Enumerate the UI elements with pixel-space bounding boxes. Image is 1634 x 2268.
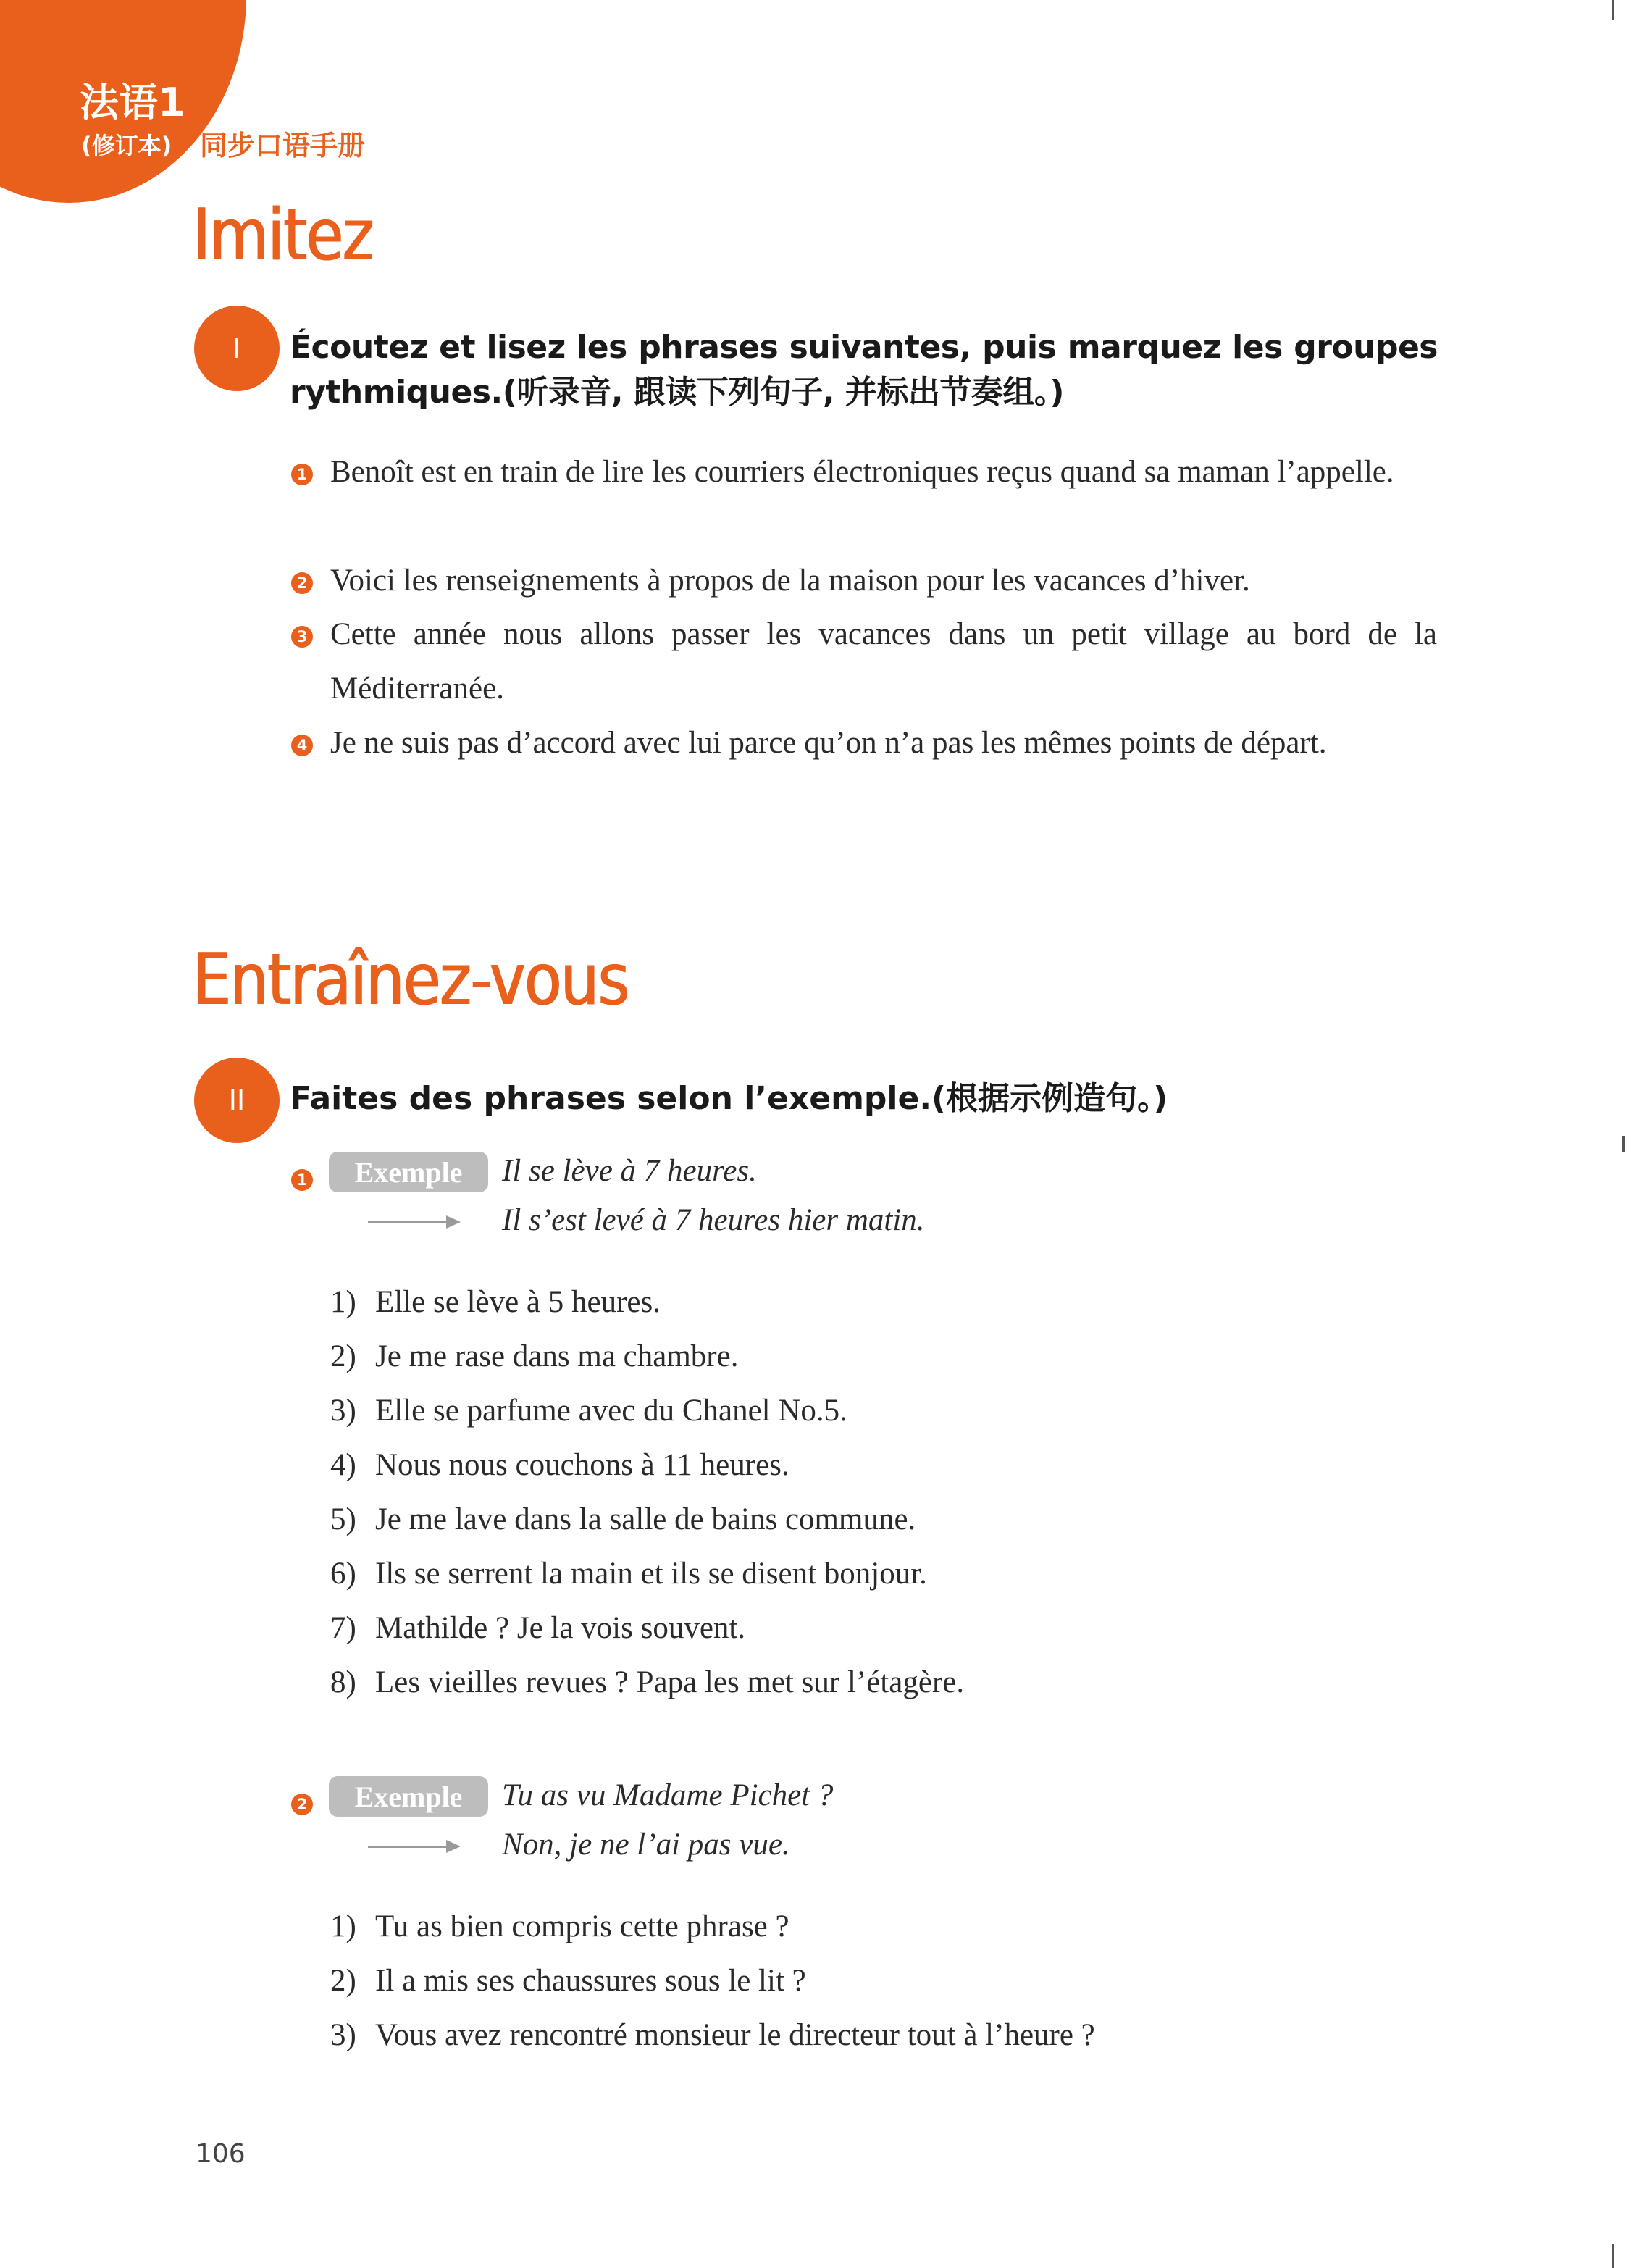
- arrow-right-icon: [368, 1221, 458, 1223]
- item-text: Je me rase dans ma chambre.: [375, 1339, 739, 1373]
- list-item: [330, 1662, 964, 1703]
- exemple-badge: Exemple: [329, 1776, 488, 1817]
- item-text: Mathilde ? Je la vois souvent.: [375, 1611, 746, 1645]
- book-tagline: 同步口语手册: [200, 130, 366, 162]
- item-text: Elle se lève à 5 heures.: [375, 1285, 661, 1319]
- sentence-text: Voici les renseignements à propos de la maison pour les vacances d’hiver.: [330, 564, 1250, 598]
- crop-mark: [1622, 1136, 1625, 1152]
- arrow-right-icon: [368, 1846, 458, 1848]
- list-item: [330, 2015, 1095, 2056]
- example-answer: Non, je ne l’ai pas vue.: [502, 1828, 790, 1862]
- example-answer: Il s’est levé à 7 heures hier matin.: [502, 1203, 925, 1237]
- item-text: Je me lave dans la salle de bains commune.: [375, 1502, 916, 1536]
- item-text: Nous nous couchons à 11 heures.: [375, 1448, 789, 1482]
- sentence-text: Je ne suis pas d’accord avec lui parce qu’on n’a pas les mêmes points de départ.: [330, 726, 1327, 760]
- exercise-number-badge: I: [194, 306, 280, 391]
- item-number: 3): [330, 1394, 356, 1428]
- item-number: 4): [330, 1448, 356, 1482]
- item-number: 8): [330, 1665, 356, 1699]
- page-number: 106: [196, 2139, 246, 2169]
- list-item: [330, 1499, 916, 1540]
- item-number: 1): [330, 1909, 356, 1943]
- item-number: 2): [330, 1339, 356, 1373]
- item-number: 1): [330, 1285, 356, 1319]
- part-number: 1: [291, 1169, 313, 1191]
- example-sentence: Tu as vu Madame Pichet ?: [502, 1778, 834, 1812]
- example-sentence: Il se lève à 7 heures.: [502, 1154, 757, 1188]
- list-item: [330, 1961, 806, 2001]
- item-text: Ils se serrent la main et ils se disent bonjour.: [375, 1557, 927, 1591]
- list-item: [330, 1336, 738, 1377]
- exercise-number-badge: II: [194, 1058, 280, 1143]
- book-title: 法语1: [80, 80, 185, 125]
- exemple-badge: Exemple: [329, 1152, 488, 1192]
- sentence-number: 2: [291, 572, 313, 594]
- part-number: 2: [291, 1794, 313, 1815]
- sentence-number: 3: [291, 626, 313, 648]
- crop-mark: [1612, 2244, 1614, 2268]
- crop-mark: [1612, 0, 1614, 20]
- list-item: [330, 1608, 745, 1649]
- exercise-instruction: Faites des phrases selon l’exemple.(根据示例造句。): [290, 1080, 1168, 1117]
- sentence-number: 1: [291, 464, 313, 485]
- sentence-text: Benoît est en train de lire les courriers électroniques reçus quand sa maman l’appelle.: [330, 455, 1394, 489]
- section-title-imitez: Imitez: [193, 194, 374, 277]
- list-item: [330, 1445, 789, 1486]
- item-text: Vous avez rencontré monsieur le directeur tout à l’heure ?: [375, 2018, 1095, 2052]
- item-number: 3): [330, 2018, 356, 2052]
- item-number: 2): [330, 1964, 356, 1998]
- sentence-text: Cette année nous allons passer les vacances dans un petit village au bord de la Méditerranée.: [330, 617, 1437, 706]
- item-number: 6): [330, 1557, 356, 1591]
- item-text: Il a mis ses chaussures sous le lit ?: [375, 1964, 806, 1998]
- sentence-number: 4: [291, 735, 313, 756]
- list-item: [330, 1391, 847, 1431]
- list-item: [330, 1907, 789, 1947]
- item-number: 5): [330, 1502, 356, 1536]
- list-item: [330, 1282, 661, 1323]
- list-item: [330, 1554, 927, 1594]
- item-number: 7): [330, 1611, 356, 1645]
- item-text: Tu as bien compris cette phrase ?: [375, 1909, 789, 1943]
- exercise-instruction: Écoutez et lisez les phrases suivantes, puis marquez les groupes rythmiques.(听录音, 跟读下列句子, 并标出节奏组。): [290, 329, 1438, 411]
- book-edition: (修订本): [81, 132, 172, 159]
- item-text: Elle se parfume avec du Chanel No.5.: [375, 1394, 847, 1428]
- item-text: Les vieilles revues ? Papa les met sur l’étagère.: [375, 1665, 965, 1699]
- section-title-entrainez-vous: Entraînez-vous: [193, 939, 629, 1021]
